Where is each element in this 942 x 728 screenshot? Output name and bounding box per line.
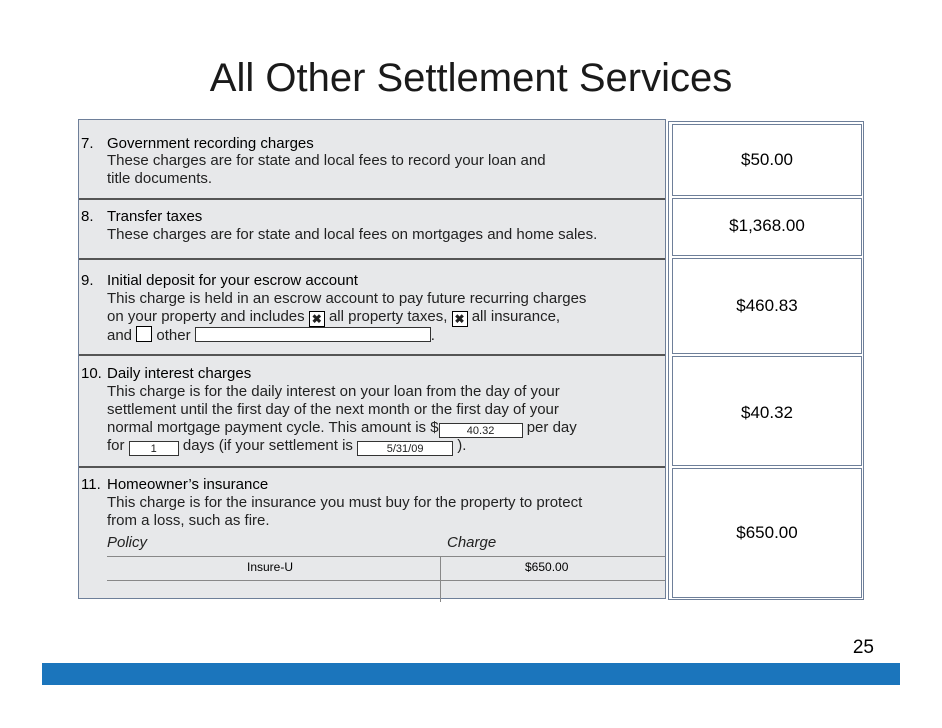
row-homeowners-insurance <box>79 468 665 598</box>
amount-cell-9 <box>672 258 862 354</box>
row-escrow-deposit <box>79 260 665 356</box>
row-description: from a loss, such as fire. <box>107 512 270 529</box>
row-description: This charge is for the insurance you must buy for the property to protect <box>107 494 583 511</box>
policy-column-header: Policy <box>107 534 148 551</box>
page-number: 25 <box>852 637 874 658</box>
text: all insurance, <box>471 308 561 325</box>
amount-value: $50.00 <box>741 150 793 169</box>
text: all property taxes, <box>328 308 448 325</box>
text: normal mortgage payment cycle. This amount is $ <box>107 419 439 436</box>
row-description <box>107 326 435 344</box>
row-description: These charges are for state and local fees to record your loan and <box>107 152 546 169</box>
insurance-table <box>107 556 665 602</box>
amount-cell-10 <box>672 356 862 466</box>
amount-cell-8 <box>672 198 862 256</box>
row-number: 10. <box>81 365 102 382</box>
row-description <box>107 437 466 456</box>
row-heading: Homeowner’s insurance <box>107 476 269 493</box>
row-description <box>107 308 560 327</box>
row-heading: Initial deposit for your escrow account <box>107 272 358 289</box>
divider <box>440 556 441 602</box>
row-number: 11. <box>81 476 101 493</box>
row-number: 7. <box>81 135 94 152</box>
property-taxes-checkbox[interactable]: ✖ <box>309 311 325 327</box>
row-description: title documents. <box>107 170 213 187</box>
row-government-recording <box>79 120 665 200</box>
insurance-checkbox[interactable]: ✖ <box>452 311 468 327</box>
amount-value: $1,368.00 <box>729 216 805 235</box>
row-description <box>107 419 577 438</box>
row-description: This charge is for the daily interest on your loan from the day of your <box>107 383 560 400</box>
row-description: These charges are for state and local fees on mortgages and home sales. <box>107 226 598 243</box>
row-number: 8. <box>81 208 94 225</box>
row-heading: Daily interest charges <box>107 365 252 382</box>
other-field[interactable] <box>195 327 431 342</box>
row-heading: Government recording charges <box>107 135 314 152</box>
amount-cell-7 <box>672 124 862 196</box>
text: ). <box>457 437 467 454</box>
charge-value: $650.00 <box>525 560 569 574</box>
row-heading: Transfer taxes <box>107 208 203 225</box>
text: days (if your settlement is <box>182 437 353 454</box>
policy-value: Insure-U <box>247 560 294 574</box>
slide-title: All Other Settlement Services <box>209 56 733 100</box>
row-number: 9. <box>81 272 94 289</box>
text: for <box>107 437 125 454</box>
amount-value: $460.83 <box>736 296 798 315</box>
days-field[interactable]: 1 <box>129 441 179 456</box>
amount-cell-11 <box>672 468 862 598</box>
row-description: settlement until the first day of the next month or the first day of your <box>107 401 559 418</box>
text: other <box>156 327 191 344</box>
row-transfer-taxes <box>79 200 665 260</box>
charge-column-header: Charge <box>447 534 497 551</box>
row-daily-interest <box>79 356 665 468</box>
amount-value: $650.00 <box>736 523 798 542</box>
divider <box>107 556 665 557</box>
text: on your property and includes <box>107 308 305 325</box>
settlement-date-field[interactable]: 5/31/09 <box>357 441 453 456</box>
other-checkbox[interactable] <box>136 326 152 342</box>
divider <box>107 580 665 581</box>
amount-value: $40.32 <box>741 403 793 422</box>
settlement-form <box>78 119 666 599</box>
per-day-amount-field[interactable]: 40.32 <box>439 423 523 438</box>
text: per day <box>526 419 577 436</box>
text: and <box>107 327 133 344</box>
row-description: This charge is held in an escrow account to pay future recurring charges <box>107 290 587 307</box>
text: . <box>430 327 435 344</box>
footer-bar <box>42 663 900 685</box>
